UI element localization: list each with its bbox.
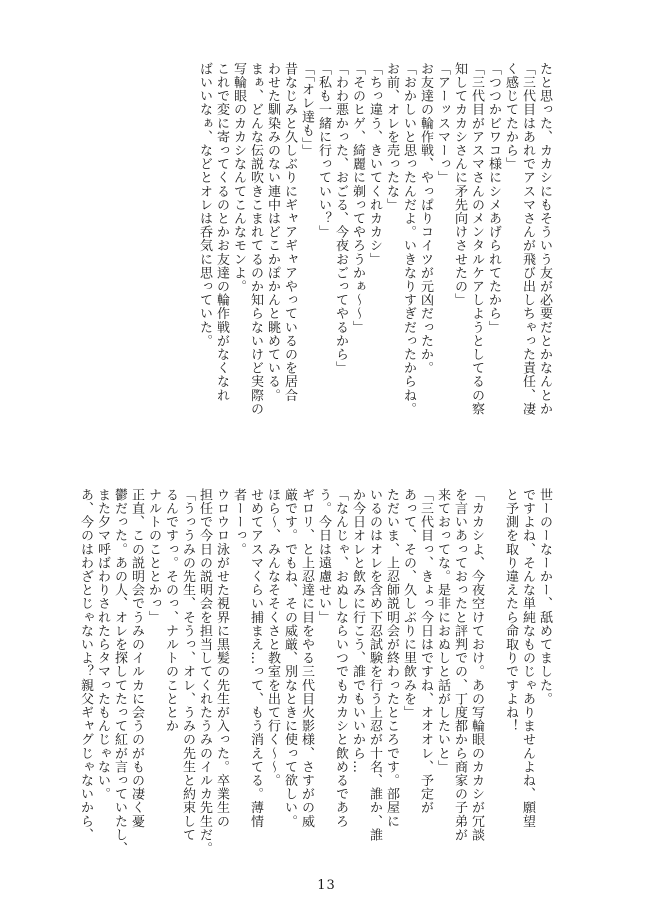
text-line: 「三代目がアスマさんのメンタルケアしようとしてるの察 (469, 62, 484, 416)
text-line: ギロリ、と上忍達に目をやる三代目火影様、さすがの威 (299, 488, 314, 828)
text-line: せめてアスマくらい捕まえ…って、もう消えてる。薄情 (248, 488, 263, 828)
text-line: お前、オレを売ったな」 (384, 62, 399, 212)
text-line: 世ーのーなーかー、舐めてました。 (537, 488, 552, 706)
text-line: 「カカシよ、今夜空けておけ。あの写輪眼のカカシが冗談 (469, 488, 484, 842)
text-line: 写輪眼のカカシなんてこんなモンよ。 (231, 62, 246, 294)
text-line: また夕マ呼ばわりされたらタマったもんじゃない。 (95, 488, 110, 801)
lower-text-block (77, 488, 553, 878)
text-line: 厳です。でもね、その威厳、別なときに使って欲しい。 (282, 488, 297, 828)
text-line: 「つつかビワコ様にシメあげられてたから」 (486, 62, 501, 334)
text-line: ほら〜、みんなそそくさと教室を出て行く〜〜。 (265, 488, 280, 788)
text-line: 鬱だった。あの人、オレを探してたって紅が言っていたし、 (112, 488, 127, 856)
text-line: ですよね、そんな単純なものじゃありませんよね、願望 (520, 488, 535, 828)
text-line: 担任で今日の説明会を担当してくれたうみのイルカ先生だ。 (197, 488, 212, 856)
text-line: 「アーッスマーっ」 (435, 62, 450, 185)
text-line: 「三代目はあれでアスマさんが飛び出しちゃった責任、凄 (520, 62, 535, 416)
text-line: 昔なじみと久しぶりにギャアギャアやっているのを居合 (282, 62, 297, 402)
upper-text-block (196, 62, 553, 452)
text-line: 「ちっ違う、きいてくれカカシ」 (367, 62, 382, 266)
text-line: 「「オレ達も」」 (299, 62, 314, 158)
text-line: あ、今のはわざとじゃないよ？親父ギャグじゃないから、 (78, 488, 93, 842)
text-line: 正直、この説明会でうみのイルカに会うのがもの凄く憂 (129, 488, 144, 828)
text-line: お友達の輪作戦、やっぱりコイツが元凶だったか。 (418, 62, 433, 375)
text-line: 「そのヒゲ、綺麗に剃ってやろうかぁ〜〜」 (350, 62, 365, 334)
text-line: たと思った、カカシにもそういう友が必要だとかなんとか (537, 62, 552, 416)
text-line: 知してカカシさんに矛先向けさせたの」 (452, 62, 467, 307)
text-line: るんですっ。そのっ、ナルトのこととか (163, 488, 178, 733)
text-line: わせた馴染みのない連中はどこかぽかんと眺めている。 (265, 62, 280, 402)
text-line: と予測を取り違えたら命取りですよね！ (503, 488, 518, 733)
text-line: 者ーーっ。 (231, 488, 246, 556)
text-line: 「私も一緒に行っていい？」 (316, 62, 331, 239)
text-line: あって、その、久しぶりに里飲みを」 (401, 488, 416, 720)
text-line: を言いあっておったと評判での、丁度都から商家の子弟が (452, 488, 467, 842)
text-line: これで変に寄ってくるのとかお友達の輪作戦がなくなれ (214, 62, 229, 402)
text-line: いるのはオレを含め下忍試験を行う上忍が十名、誰か、誰 (367, 488, 382, 842)
text-line: ただいま、上忍師説明会が終わったところです。部屋に (384, 488, 399, 828)
text-line: 「うっうみの先生、そうっ、オレ、うみの先生と約束して (180, 488, 195, 842)
text-line: ばいいなぁ、などとオレは呑気に思っていた。 (197, 62, 212, 348)
text-line (485, 488, 502, 878)
text-line: まぁ、どんな伝説吹きこまれてるのか知らないけど実際の (248, 62, 263, 416)
text-line: か今日オレと飲みに行こう、誰でもいいから… (350, 488, 365, 774)
text-line: 「おかしいと思ったんだよ。いきなりすぎだったからね。 (401, 62, 416, 416)
page-number: 13 (317, 878, 336, 893)
text-line: く感じてたから」 (503, 62, 518, 171)
text-line: ナルトのこととかっ」 (146, 488, 161, 624)
text-line: う。今日は遠慮せい」 (316, 488, 331, 624)
text-line: ウロウロ泳がせた視界に黒髪の先生が入った。卒業生の (214, 488, 229, 828)
text-line: 「三代目っ、きょっ今日はですね、オオオレ、予定が (418, 488, 433, 815)
text-line: 来ておってな。是非におぬしと話がしたいと」 (435, 488, 450, 774)
text-line: 「なんじゃ、おぬしならいつでもカカシと飲めるであろ (333, 488, 348, 828)
text-line: 「わわ悪かった、おごる、今夜おごってやるから」 (333, 62, 348, 375)
